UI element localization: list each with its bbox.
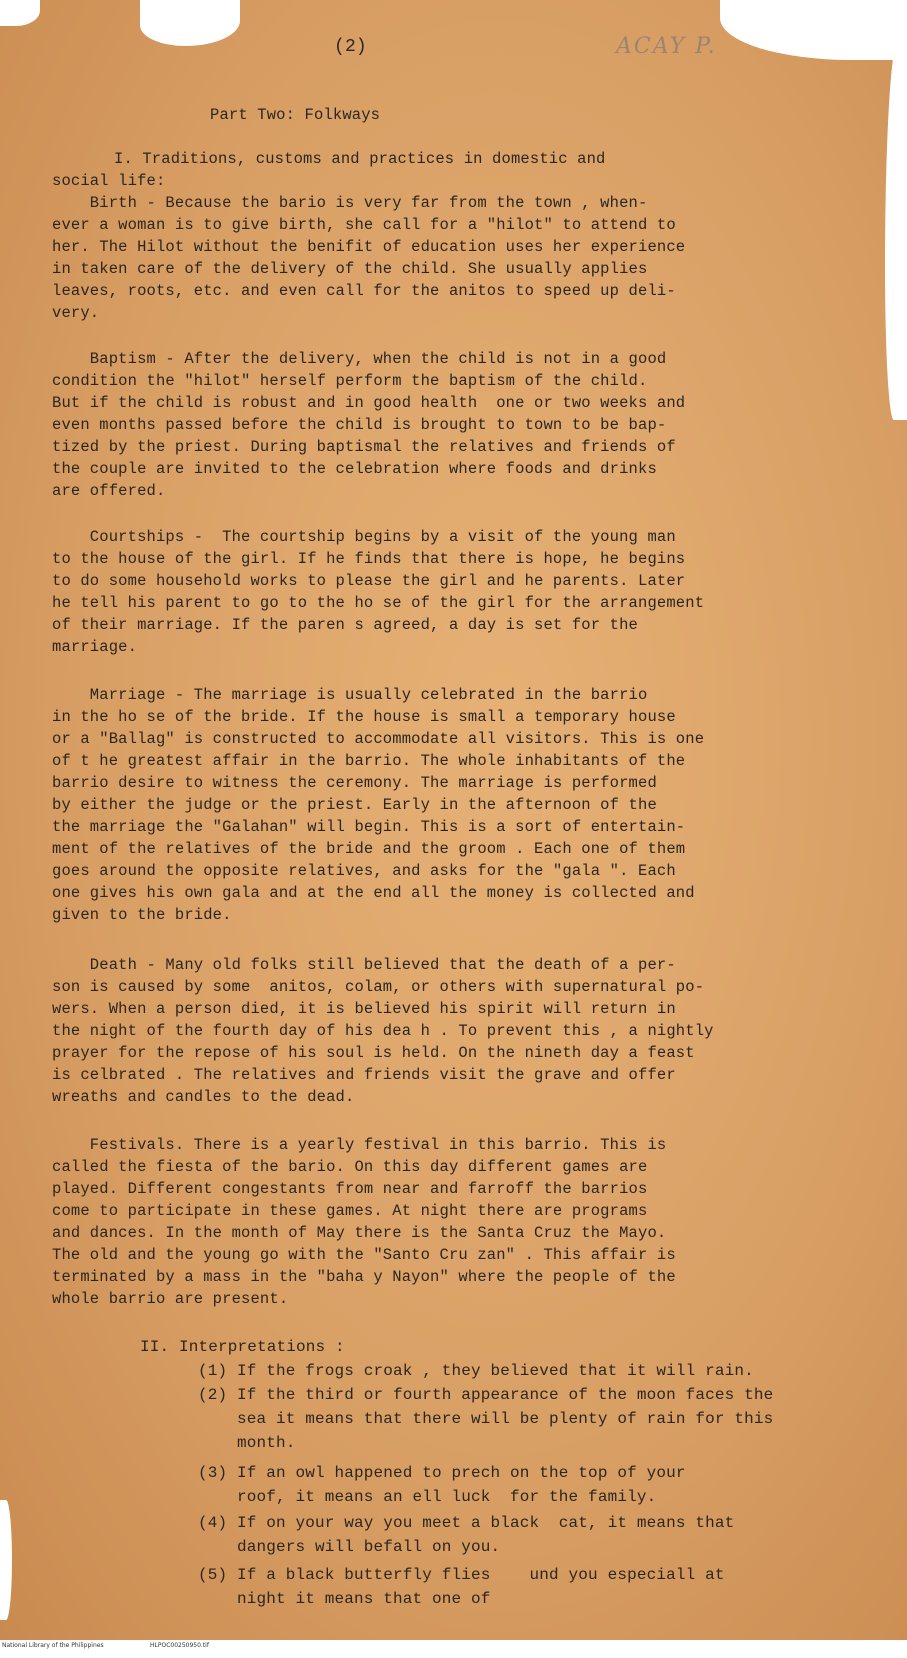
text-line: even months passed before the child is brought to town to be bap-	[52, 416, 667, 434]
interpretations-heading: II. Interpretations :	[140, 1338, 345, 1356]
text-line: Death - Many old folks still believed that the death of a per-	[52, 956, 676, 974]
text-line: barrio desire to witness the ceremony. The marriage is performed	[52, 774, 657, 792]
text-line: The old and the young go with the "Santo Cru zan" . This affair is	[52, 1246, 676, 1264]
torn-edge	[140, 0, 240, 46]
part-title: Part Two: Folkways	[210, 106, 381, 124]
text-line: terminated by a mass in the "baha y Nayon" where the people of the	[52, 1268, 676, 1286]
page-number: (2)	[334, 37, 367, 57]
text-line: the couple are invited to the celebration where foods and drinks	[52, 460, 657, 478]
list-item: (2) If the third or fourth appearance of the moon faces the	[198, 1386, 774, 1404]
text-line: come to participate in these games. At night there are programs	[52, 1202, 648, 1220]
text-line: played. Different congestants from near and farroff the barrios	[52, 1180, 648, 1198]
text-line: one gives his own gala and at the end all the money is collected and	[52, 884, 695, 902]
list-item: (3) If an owl happened to prech on the top of your	[198, 1464, 686, 1482]
scan-footer	[0, 1640, 907, 1658]
torn-edge	[0, 1500, 12, 1620]
text-line: of their marriage. If the paren s agreed, a day is set for the	[52, 616, 638, 634]
text-line: are offered.	[52, 482, 166, 500]
text-line: But if the child is robust and in good health one or two weeks and	[52, 394, 686, 412]
text-line: tized by the priest. During baptismal the relatives and friends of	[52, 438, 676, 456]
torn-corner	[0, 0, 40, 26]
footer-file-id: HLPOC00250950.tif	[150, 1642, 209, 1649]
text-line: called the fiesta of the bario. On this day different games are	[52, 1158, 648, 1176]
list-item: night it means that one of	[198, 1590, 491, 1608]
text-line: marriage.	[52, 638, 138, 656]
text-line: Festivals. There is a yearly festival in this barrio. This is	[52, 1136, 667, 1154]
text-line: very.	[52, 304, 100, 322]
text-line: prayer for the repose of his soul is held. On the nineth day a feast	[52, 1044, 695, 1062]
list-item: sea it means that there will be plenty of rain for this	[198, 1410, 774, 1428]
text-line: to the house of the girl. If he finds that there is hope, he begins	[52, 550, 686, 568]
text-line: he tell his parent to go to the ho se of the girl for the arrangement	[52, 594, 705, 612]
list-item: (1) If the frogs croak , they believed that it will rain.	[198, 1362, 754, 1380]
text-line: ment of the relatives of the bride and the groom . Each one of them	[52, 840, 686, 858]
text-line: given to the bride.	[52, 906, 232, 924]
text-line: in the ho se of the bride. If the house is small a temporary house	[52, 708, 676, 726]
text-line: the night of the fourth day of his dea h . To prevent this , a nightly	[52, 1022, 714, 1040]
text-line: son is caused by some anitos, colam, or others with supernatural po-	[52, 978, 705, 996]
text-line: to do some household works to please the girl and he parents. Later	[52, 572, 686, 590]
text-line: Birth - Because the bario is very far from the town , when-	[52, 194, 648, 212]
text-line: leaves, roots, etc. and even call for the anitos to speed up deli-	[52, 282, 676, 300]
torn-corner	[720, 0, 907, 60]
text-line: of t he greatest affair in the barrio. The whole inhabitants of the	[52, 752, 686, 770]
text-line: whole barrio are present.	[52, 1290, 289, 1308]
text-line: the marriage the "Galahan" will begin. This is a sort of entertain-	[52, 818, 686, 836]
text-line: Courtships - The courtship begins by a visit of the young man	[52, 528, 676, 546]
text-line: her. The Hilot without the benifit of education uses her experience	[52, 238, 686, 256]
text-line: and dances. In the month of May there is the Santa Cruz the Mayo.	[52, 1224, 667, 1242]
text-line: ever a woman is to give birth, she call for a "hilot" to attend to	[52, 216, 676, 234]
torn-edge	[885, 40, 907, 420]
list-item: roof, it means an ell luck for the family.	[198, 1488, 657, 1506]
list-item: dangers will befall on you.	[198, 1538, 501, 1556]
section-line: social life:	[52, 172, 166, 190]
text-line: Marriage - The marriage is usually celebrated in the barrio	[52, 686, 648, 704]
text-line: by either the judge or the priest. Early in the afternoon of the	[52, 796, 657, 814]
list-item: (4) If on your way you meet a black cat, it means that	[198, 1514, 735, 1532]
list-item: (5) If a black butterfly flies und you especiall at	[198, 1566, 725, 1584]
text-line: or a "Ballag" is constructed to accommodate all visitors. This is one	[52, 730, 705, 748]
list-item: month.	[198, 1434, 296, 1452]
text-line: goes around the opposite relatives, and asks for the "gala ". Each	[52, 862, 676, 880]
text-line: wreaths and candles to the dead.	[52, 1088, 355, 1106]
handwritten-note: ACAY P.	[616, 34, 717, 59]
section-line: I. Traditions, customs and practices in domestic and	[114, 150, 606, 168]
text-line: Baptism - After the delivery, when the child is not in a good	[52, 350, 667, 368]
footer-library-label: National Library of the Philippines	[2, 1642, 104, 1649]
text-line: wers. When a person died, it is believed his spirit will return in	[52, 1000, 676, 1018]
text-line: is celbrated . The relatives and friends visit the grave and offer	[52, 1066, 676, 1084]
text-line: in taken care of the delivery of the child. She usually applies	[52, 260, 648, 278]
text-line: condition the "hilot" herself perform the baptism of the child.	[52, 372, 648, 390]
